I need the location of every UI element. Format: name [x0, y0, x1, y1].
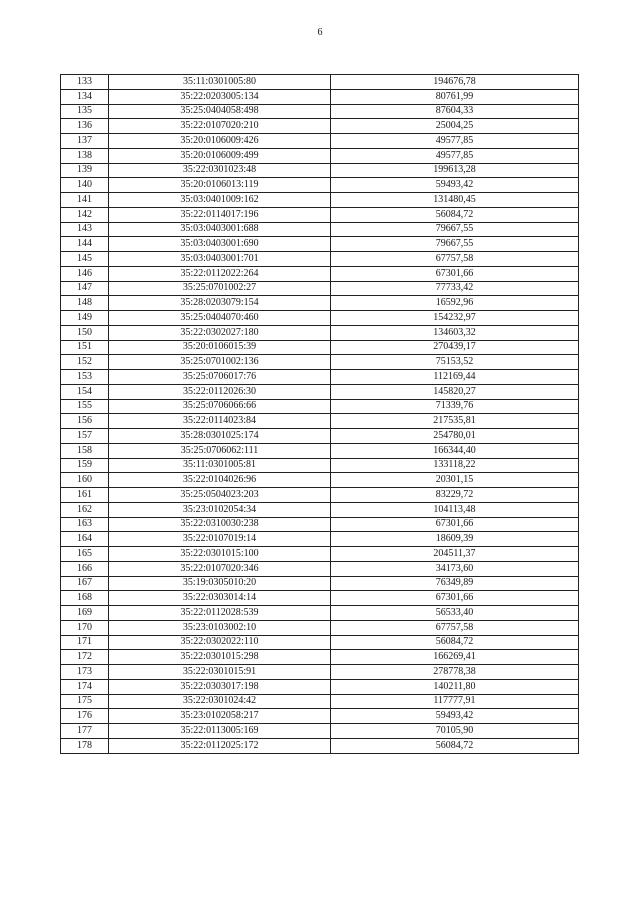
row-number-cell: 167	[61, 576, 109, 591]
row-number-cell: 156	[61, 414, 109, 429]
value-cell: 117777,91	[331, 694, 579, 709]
value-cell: 134603,32	[331, 325, 579, 340]
cadastral-number-cell: 35:23:0102058:217	[109, 709, 331, 724]
cadastral-number-cell: 35:22:0301023:48	[109, 163, 331, 178]
value-cell: 75153,52	[331, 355, 579, 370]
value-cell: 67757,58	[331, 620, 579, 635]
table-row	[61, 104, 579, 119]
value-cell: 145820,27	[331, 384, 579, 399]
table-row	[61, 340, 579, 355]
row-number-cell: 143	[61, 222, 109, 237]
row-number-cell: 177	[61, 724, 109, 739]
cadastral-number-cell: 35:25:0706017:76	[109, 370, 331, 385]
value-cell: 71339,76	[331, 399, 579, 414]
value-cell: 112169,44	[331, 370, 579, 385]
row-number-cell: 134	[61, 89, 109, 104]
row-number-cell: 135	[61, 104, 109, 119]
value-cell: 79667,55	[331, 222, 579, 237]
cadastral-number-cell: 35:22:0303014:14	[109, 591, 331, 606]
value-cell: 20301,15	[331, 473, 579, 488]
table-row	[61, 650, 579, 665]
row-number-cell: 176	[61, 709, 109, 724]
cadastral-number-cell: 35:22:0107020:346	[109, 561, 331, 576]
table-row	[61, 266, 579, 281]
table-row	[61, 738, 579, 753]
row-number-cell: 172	[61, 650, 109, 665]
cadastral-number-cell: 35:03:0403001:688	[109, 222, 331, 237]
table-row	[61, 709, 579, 724]
table-row	[61, 532, 579, 547]
row-number-cell: 152	[61, 355, 109, 370]
value-cell: 217535,81	[331, 414, 579, 429]
row-number-cell: 140	[61, 178, 109, 193]
value-cell: 67301,66	[331, 517, 579, 532]
value-cell: 140211,80	[331, 679, 579, 694]
cadastral-number-cell: 35:25:0404070:460	[109, 311, 331, 326]
cadastral-number-cell: 35:22:0310030:238	[109, 517, 331, 532]
table-row	[61, 517, 579, 532]
cadastral-number-cell: 35:25:0701002:136	[109, 355, 331, 370]
value-cell: 204511,37	[331, 547, 579, 562]
cadastral-number-cell: 35:25:0504023:203	[109, 488, 331, 503]
cadastral-number-cell: 35:25:0404058:498	[109, 104, 331, 119]
table-row	[61, 576, 579, 591]
table-row	[61, 237, 579, 252]
cadastral-number-cell: 35:03:0401009:162	[109, 193, 331, 208]
row-number-cell: 174	[61, 679, 109, 694]
cadastral-number-cell: 35:20:0106015:39	[109, 340, 331, 355]
value-cell: 70105,90	[331, 724, 579, 739]
cadastral-number-cell: 35:22:0112026:30	[109, 384, 331, 399]
table-row	[61, 473, 579, 488]
table-row	[61, 724, 579, 739]
value-cell: 80761,99	[331, 89, 579, 104]
cadastral-number-cell: 35:25:0701002:27	[109, 281, 331, 296]
cadastral-number-cell: 35:11:0301005:81	[109, 458, 331, 473]
row-number-cell: 133	[61, 75, 109, 90]
cadastral-number-cell: 35:23:0102054:34	[109, 502, 331, 517]
row-number-cell: 158	[61, 443, 109, 458]
row-number-cell: 165	[61, 547, 109, 562]
value-cell: 67757,58	[331, 252, 579, 267]
cadastral-number-cell: 35:22:0302027:180	[109, 325, 331, 340]
row-number-cell: 163	[61, 517, 109, 532]
table-row	[61, 193, 579, 208]
cadastral-number-cell: 35:20:0106009:426	[109, 134, 331, 149]
table-row	[61, 325, 579, 340]
value-cell: 25004,25	[331, 119, 579, 134]
cadastral-number-cell: 35:25:0706062:111	[109, 443, 331, 458]
row-number-cell: 164	[61, 532, 109, 547]
table-row	[61, 694, 579, 709]
value-cell: 56084,72	[331, 635, 579, 650]
table-row	[61, 207, 579, 222]
row-number-cell: 147	[61, 281, 109, 296]
row-number-cell: 171	[61, 635, 109, 650]
table-row	[61, 148, 579, 163]
cadastral-number-cell: 35:22:0112022:264	[109, 266, 331, 281]
row-number-cell: 166	[61, 561, 109, 576]
table-row	[61, 561, 579, 576]
row-number-cell: 138	[61, 148, 109, 163]
table-row	[61, 370, 579, 385]
table-row	[61, 591, 579, 606]
row-number-cell: 168	[61, 591, 109, 606]
cadastral-number-cell: 35:22:0104026:96	[109, 473, 331, 488]
value-cell: 278778,38	[331, 665, 579, 680]
value-cell: 87604,33	[331, 104, 579, 119]
row-number-cell: 157	[61, 429, 109, 444]
cadastral-number-cell: 35:03:0403001:701	[109, 252, 331, 267]
table-row	[61, 296, 579, 311]
row-number-cell: 153	[61, 370, 109, 385]
row-number-cell: 139	[61, 163, 109, 178]
row-number-cell: 178	[61, 738, 109, 753]
value-cell: 83229,72	[331, 488, 579, 503]
row-number-cell: 145	[61, 252, 109, 267]
cadastral-number-cell: 35:19:0305010:20	[109, 576, 331, 591]
table-row	[61, 665, 579, 680]
value-cell: 199613,28	[331, 163, 579, 178]
value-cell: 154232,97	[331, 311, 579, 326]
table-row	[61, 311, 579, 326]
value-cell: 77733,42	[331, 281, 579, 296]
value-cell: 104113,48	[331, 502, 579, 517]
cadastral-number-cell: 35:22:0112028:539	[109, 606, 331, 621]
cadastral-number-cell: 35:20:0106013:119	[109, 178, 331, 193]
cadastral-number-cell: 35:22:0203005:134	[109, 89, 331, 104]
row-number-cell: 136	[61, 119, 109, 134]
cadastral-number-cell: 35:22:0301015:100	[109, 547, 331, 562]
cadastral-number-cell: 35:20:0106009:499	[109, 148, 331, 163]
cadastral-number-cell: 35:23:0103002:10	[109, 620, 331, 635]
cadastral-number-cell: 35:22:0107020:210	[109, 119, 331, 134]
value-cell: 56084,72	[331, 738, 579, 753]
table-row	[61, 252, 579, 267]
table-row	[61, 547, 579, 562]
row-number-cell: 141	[61, 193, 109, 208]
table-row	[61, 443, 579, 458]
row-number-cell: 159	[61, 458, 109, 473]
row-number-cell: 151	[61, 340, 109, 355]
cadastral-value-table	[60, 74, 579, 754]
table-row	[61, 281, 579, 296]
cadastral-number-cell: 35:22:0113005:169	[109, 724, 331, 739]
row-number-cell: 161	[61, 488, 109, 503]
cadastral-number-cell: 35:22:0303017:198	[109, 679, 331, 694]
table-row	[61, 178, 579, 193]
value-cell: 133118,22	[331, 458, 579, 473]
value-cell: 34173,60	[331, 561, 579, 576]
row-number-cell: 155	[61, 399, 109, 414]
cadastral-number-cell: 35:22:0114017:196	[109, 207, 331, 222]
value-cell: 16592,96	[331, 296, 579, 311]
value-cell: 18609,39	[331, 532, 579, 547]
cadastral-number-cell: 35:22:0112025:172	[109, 738, 331, 753]
row-number-cell: 173	[61, 665, 109, 680]
table-row	[61, 89, 579, 104]
value-cell: 56533,40	[331, 606, 579, 621]
row-number-cell: 169	[61, 606, 109, 621]
value-cell: 59493,42	[331, 178, 579, 193]
table-row	[61, 488, 579, 503]
cadastral-number-cell: 35:22:0301015:91	[109, 665, 331, 680]
cadastral-number-cell: 35:03:0403001:690	[109, 237, 331, 252]
cadastral-number-cell: 35:28:0203079:154	[109, 296, 331, 311]
row-number-cell: 154	[61, 384, 109, 399]
cadastral-number-cell: 35:22:0302022:110	[109, 635, 331, 650]
table-row	[61, 163, 579, 178]
cadastral-number-cell: 35:22:0301024:42	[109, 694, 331, 709]
row-number-cell: 160	[61, 473, 109, 488]
row-number-cell: 142	[61, 207, 109, 222]
table-row	[61, 429, 579, 444]
table-row	[61, 75, 579, 90]
value-cell: 270439,17	[331, 340, 579, 355]
value-cell: 67301,66	[331, 591, 579, 606]
row-number-cell: 148	[61, 296, 109, 311]
value-cell: 49577,85	[331, 148, 579, 163]
cadastral-number-cell: 35:22:0301015:298	[109, 650, 331, 665]
table-row	[61, 119, 579, 134]
table-row	[61, 679, 579, 694]
table-row	[61, 384, 579, 399]
value-cell: 59493,42	[331, 709, 579, 724]
cadastral-number-cell: 35:11:0301005:80	[109, 75, 331, 90]
row-number-cell: 150	[61, 325, 109, 340]
value-cell: 56084,72	[331, 207, 579, 222]
table-row	[61, 502, 579, 517]
row-number-cell: 175	[61, 694, 109, 709]
table-body	[61, 75, 579, 754]
table-row	[61, 606, 579, 621]
row-number-cell: 144	[61, 237, 109, 252]
page-number: 6	[317, 27, 323, 38]
row-number-cell: 170	[61, 620, 109, 635]
table-row	[61, 134, 579, 149]
table-row	[61, 399, 579, 414]
value-cell: 79667,55	[331, 237, 579, 252]
value-cell: 49577,85	[331, 134, 579, 149]
row-number-cell: 137	[61, 134, 109, 149]
table-row	[61, 458, 579, 473]
value-cell: 76349,89	[331, 576, 579, 591]
cadastral-number-cell: 35:25:0706066:66	[109, 399, 331, 414]
table-row	[61, 635, 579, 650]
table-row	[61, 620, 579, 635]
row-number-cell: 149	[61, 311, 109, 326]
value-cell: 131480,45	[331, 193, 579, 208]
table-row	[61, 355, 579, 370]
cadastral-number-cell: 35:28:0301025:174	[109, 429, 331, 444]
value-cell: 166269,41	[331, 650, 579, 665]
row-number-cell: 162	[61, 502, 109, 517]
row-number-cell: 146	[61, 266, 109, 281]
table-row	[61, 414, 579, 429]
value-cell: 254780,01	[331, 429, 579, 444]
value-cell: 67301,66	[331, 266, 579, 281]
value-cell: 194676,78	[331, 75, 579, 90]
cadastral-number-cell: 35:22:0114023:84	[109, 414, 331, 429]
cadastral-number-cell: 35:22:0107019:14	[109, 532, 331, 547]
value-cell: 166344,40	[331, 443, 579, 458]
table-row	[61, 222, 579, 237]
